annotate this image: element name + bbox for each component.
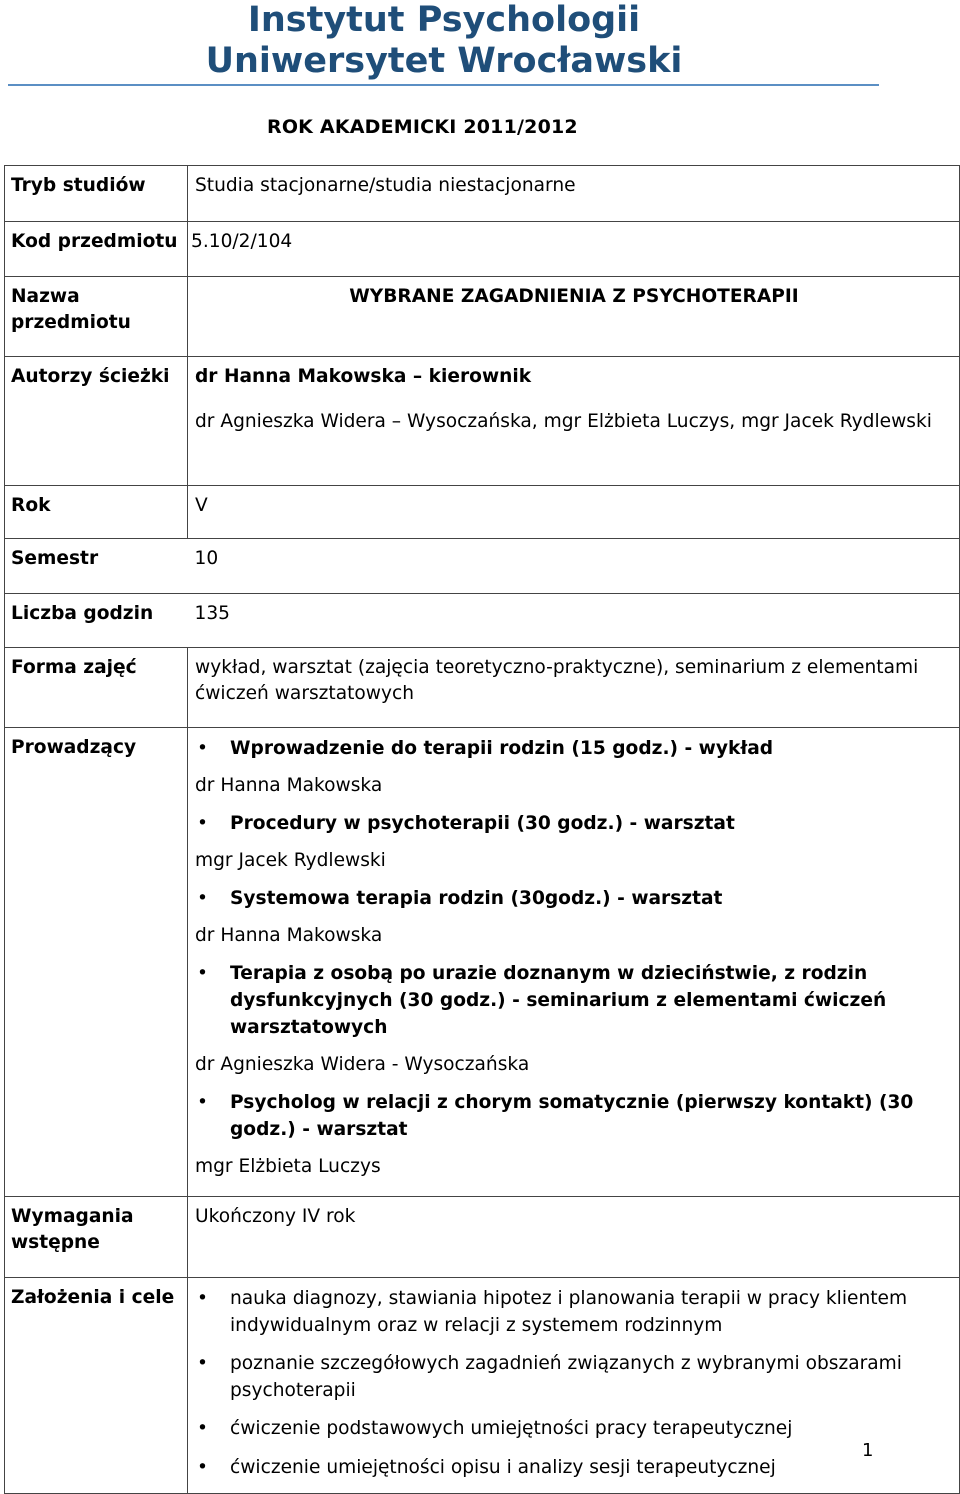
goal-list (195, 1285, 953, 1481)
course-list (195, 810, 953, 837)
author-others: dr Agnieszka Widera – Wysoczańska, mgr Elżbieta Luczys, mgr Jacek Rydlewski (195, 411, 932, 432)
label-forma: Forma zajęć (5, 648, 188, 728)
label-rok: Rok (5, 486, 188, 539)
row-forma (5, 648, 960, 728)
course-title: • Terapia z osobą po urazie doznanym w dzieciństwie, z rodzin dysfunkcyjnych (30 godz.) - seminarium z elementami ćwiczeń warsztatowych (195, 960, 953, 1041)
course-title: • Systemowa terapia rodzin (30godz.) - warsztat (195, 885, 953, 912)
value-prowadzacy (188, 728, 960, 1197)
page-number: 1 (862, 1440, 874, 1461)
course-teacher: mgr Elżbieta Luczys (195, 1156, 381, 1177)
course-list (195, 960, 953, 1041)
value-semestr: 10 (188, 539, 960, 594)
value-autorzy (188, 357, 960, 486)
row-zalozenia (5, 1278, 960, 1494)
value-tryb: Studia stacjonarne/studia niestacjonarne (188, 166, 960, 222)
value-wymagania: Ukończony IV rok (188, 1197, 960, 1278)
university-name: Uniwersytet Wrocławski (205, 41, 683, 81)
syllabus-table (4, 165, 960, 1494)
course-title: • Procedury w psychoterapii (30 godz.) - warsztat (195, 810, 953, 837)
goal-item: • nauka diagnozy, stawiania hipotez i planowania terapii w pracy klientem indywidualnym oraz w relacji z systemem rodzinnym (195, 1285, 953, 1339)
course-teacher: dr Hanna Makowska (195, 925, 383, 946)
course-list (195, 1089, 953, 1143)
label-autorzy: Autorzy ścieżki (5, 357, 188, 486)
row-nazwa (5, 277, 960, 357)
label-wymagania: Wymagania wstępne (5, 1197, 188, 1278)
course-list (195, 885, 953, 912)
institute-name: Instytut Psychologii (247, 0, 641, 40)
label-nazwa: Nazwa przedmiotu (5, 277, 188, 357)
row-liczba (5, 594, 960, 648)
value-nazwa: WYBRANE ZAGADNIENIA Z PSYCHOTERAPII (188, 277, 960, 357)
label-zalozenia: Założenia i cele (5, 1278, 188, 1494)
value-forma: wykład, warsztat (zajęcia teoretyczno-praktyczne), seminarium z elementami ćwiczeń warsztatowych (188, 648, 960, 728)
row-rok (5, 486, 960, 539)
value-liczba: 135 (188, 594, 960, 648)
document-header (0, 0, 888, 82)
row-autorzy (5, 357, 960, 486)
course-teacher: dr Agnieszka Widera - Wysoczańska (195, 1054, 530, 1075)
label-semestr: Semestr (5, 539, 188, 594)
row-tryb (5, 166, 960, 222)
label-liczba: Liczba godzin (5, 594, 188, 648)
row-wymagania (5, 1197, 960, 1278)
goal-item: • ćwiczenie umiejętności opisu i analizy sesji terapeutycznej (195, 1454, 953, 1481)
label-prowadzacy: Prowadzący (5, 728, 188, 1197)
value-kod: 5.10/2/104 (188, 222, 960, 277)
label-tryb: Tryb studiów (5, 166, 188, 222)
row-kod (5, 222, 960, 277)
course-title: • Wprowadzenie do terapii rodzin (15 godz.) - wykład (195, 735, 953, 762)
course-teacher: mgr Jacek Rydlewski (195, 850, 386, 871)
course-title: • Psycholog w relacji z chorym somatycznie (pierwszy kontakt) (30 godz.) - warsztat (195, 1089, 953, 1143)
goal-item: • poznanie szczegółowych zagadnień związanych z wybranymi obszarami psychoterapii (195, 1350, 953, 1404)
value-rok: V (188, 486, 960, 539)
course-list (195, 735, 953, 762)
academic-year: ROK AKADEMICKI 2011/2012 (267, 116, 578, 138)
row-prowadzacy (5, 728, 960, 1197)
goal-item: • ćwiczenie podstawowych umiejętności pracy terapeutycznej (195, 1415, 953, 1442)
author-head: dr Hanna Makowska – kierownik (195, 366, 532, 387)
header-rule (8, 84, 879, 86)
course-teacher: dr Hanna Makowska (195, 775, 383, 796)
value-zalozenia (188, 1278, 960, 1494)
label-kod: Kod przedmiotu (5, 222, 188, 277)
row-semestr (5, 539, 960, 594)
